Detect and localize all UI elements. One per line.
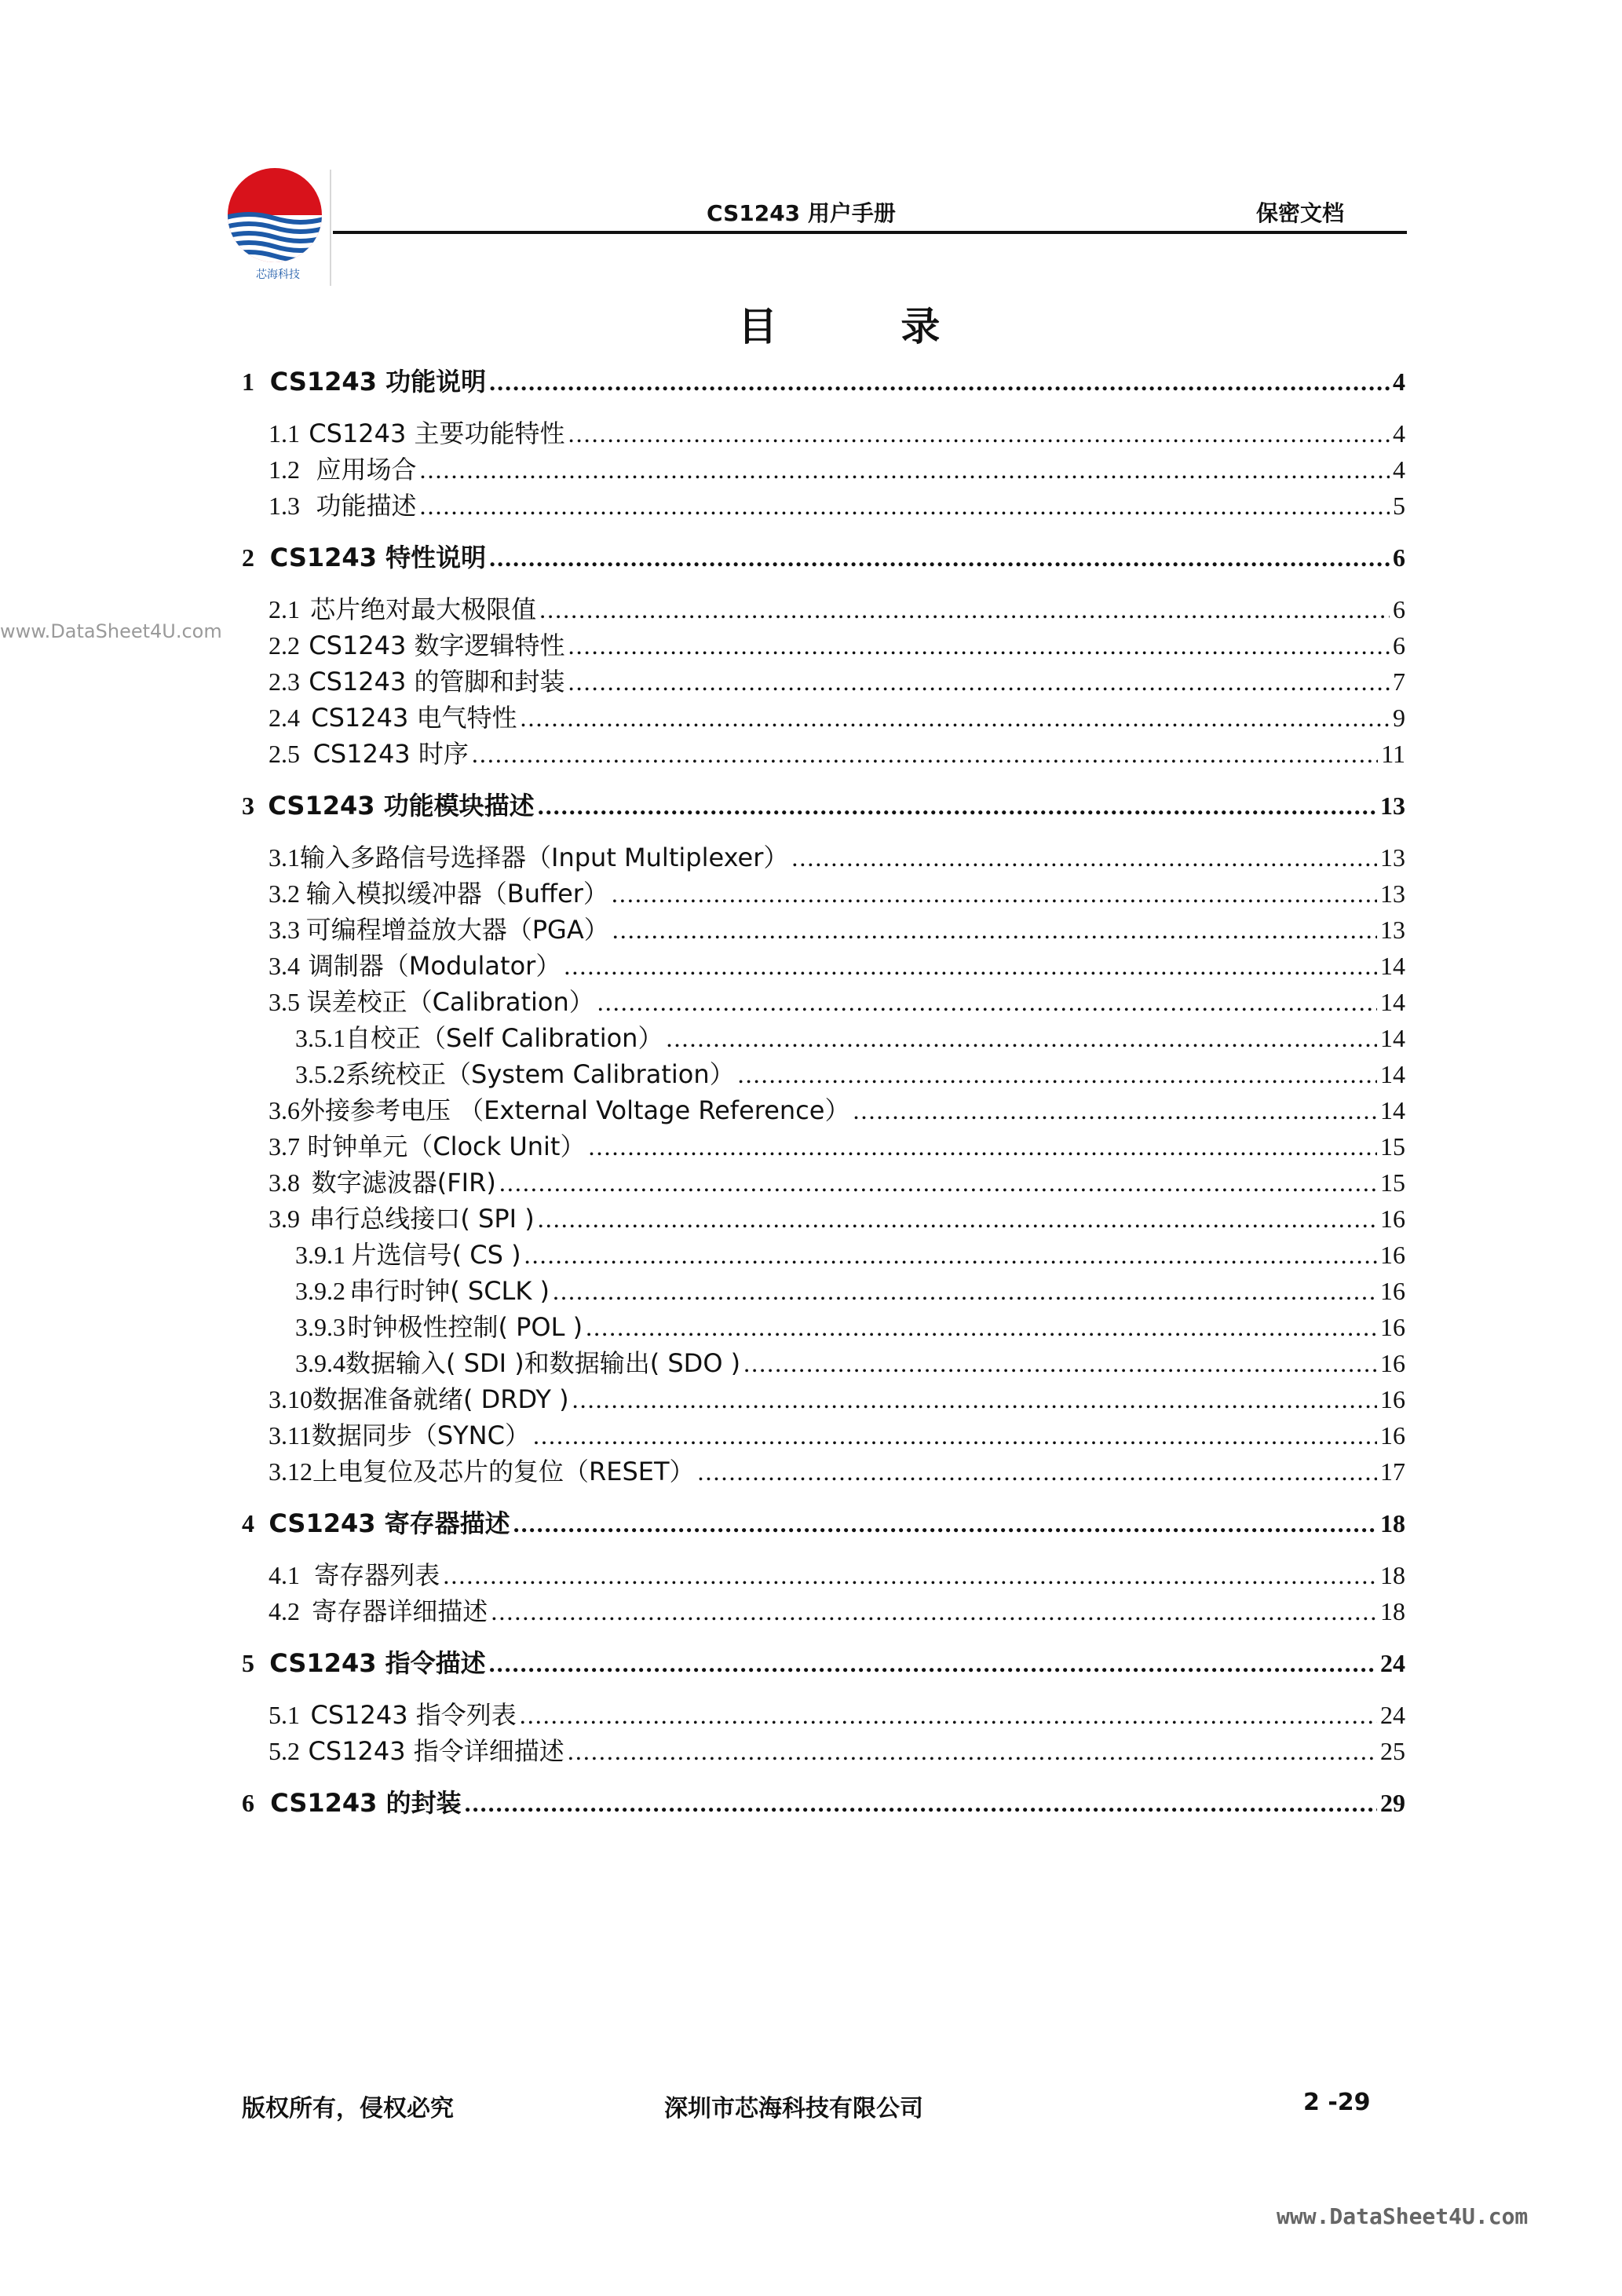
toc-leader-dots [533, 1420, 1377, 1451]
toc-entry-page: 16 [1380, 1385, 1405, 1413]
toc-entry-number: 2 [242, 543, 254, 572]
toc-entry-page: 13 [1380, 792, 1405, 820]
toc-entry-number: 3.9.4 [295, 1349, 345, 1377]
toc-entry-title: CS1243 的封装 [270, 1788, 462, 1818]
toc-entry[interactable] [242, 1647, 1405, 1679]
toc-entry-page: 6 [1393, 595, 1405, 623]
toc-entry-number: 3.9.3 [295, 1313, 345, 1341]
toc-entry-title: 调制器（Modulator） [308, 951, 561, 981]
toc-entry-page: 13 [1380, 879, 1405, 908]
toc-entry-title: 寄存器详细描述 [312, 1596, 488, 1626]
toc-entry-number: 3.2 [269, 879, 300, 908]
toc-entry-number: 3.11 [269, 1421, 312, 1450]
toc-entry-title: 功能描述 [316, 491, 417, 521]
toc-leader-dots [465, 1787, 1377, 1819]
toc-entry-number: 3.6 [269, 1096, 300, 1124]
toc-entry-page: 16 [1380, 1313, 1405, 1341]
toc-entry-number: 3.4 [269, 952, 300, 980]
toc-entry-title: 输入多路信号选择器（Input Multiplexer） [300, 843, 789, 872]
toc-entry-page: 14 [1380, 1096, 1405, 1124]
header-rule [333, 231, 1407, 234]
toc-entry-title: CS1243 指令描述 [269, 1648, 486, 1678]
toc-entry-number: 2.2 [269, 631, 300, 660]
toc-entry-title: 可编程增益放大器（PGA） [305, 915, 609, 945]
toc-entry-page: 17 [1380, 1457, 1405, 1486]
toc-entry-page: 15 [1380, 1132, 1405, 1161]
toc-entry[interactable] [269, 1559, 1405, 1591]
toc-entry[interactable] [242, 1787, 1405, 1819]
toc-entry[interactable] [269, 1095, 1405, 1126]
toc-entry-page: 13 [1380, 916, 1405, 944]
toc-entry[interactable] [269, 738, 1405, 770]
toc-entry-title: 数字滤波器(FIR) [311, 1168, 496, 1197]
toc-entry-title: CS1243 数字逻辑特性 [309, 631, 565, 660]
toc-entry-page: 4 [1393, 419, 1405, 448]
toc-leader-dots [538, 1203, 1377, 1234]
toc-entry-page: 4 [1393, 367, 1405, 396]
toc-leader-dots [698, 1456, 1377, 1487]
toc-entry-title: CS1243 功能模块描述 [268, 791, 535, 821]
toc-entry[interactable] [242, 1508, 1405, 1539]
toc-entry-number: 2.4 [269, 704, 300, 732]
toc-entry-page: 14 [1380, 1024, 1405, 1052]
toc-entry-title: CS1243 指令列表 [310, 1700, 517, 1730]
toc-entry-number: 3.1 [269, 843, 300, 872]
toc-entry-number: 3.9.2 [295, 1277, 345, 1305]
toc-entry-page: 24 [1380, 1649, 1405, 1677]
toc-entry[interactable] [269, 1596, 1405, 1627]
toc-entry-title: 串行时钟( SCLK ) [349, 1276, 550, 1306]
toc-entry-title: 系统校正（System Calibration） [345, 1059, 735, 1089]
toc-entry-title: 应用场合 [316, 455, 417, 484]
toc-entry[interactable] [269, 1203, 1405, 1234]
toc-leader-dots [568, 1735, 1377, 1767]
classification-label: 保密文档 [1256, 200, 1345, 226]
toc-entry[interactable] [269, 950, 1405, 982]
toc-entry-number: 3.5 [269, 988, 300, 1016]
toc-entry[interactable] [242, 790, 1405, 821]
toc-leader-dots [588, 1131, 1377, 1162]
logo-text: 芯海科技 [256, 269, 300, 281]
company-logo [223, 166, 333, 284]
toc-entry-number: 3.3 [269, 916, 300, 944]
toc-entry-page: 9 [1393, 704, 1405, 732]
footer-copyright: 版权所有，侵权必究 [242, 2095, 454, 2122]
toc-entry-page: 16 [1380, 1421, 1405, 1450]
toc-leader-dots [489, 542, 1390, 573]
toc-leader-dots [597, 986, 1377, 1018]
toc-entry[interactable] [269, 1131, 1405, 1162]
toc-entry[interactable] [242, 542, 1405, 573]
toc-leader-dots [666, 1022, 1377, 1054]
toc-entry-title: CS1243 电气特性 [311, 703, 517, 733]
toc-entry[interactable] [269, 1699, 1405, 1731]
toc-leader-dots [499, 1167, 1377, 1198]
toc-entry-number: 3.10 [269, 1385, 312, 1413]
toc-entry-page: 24 [1380, 1701, 1405, 1729]
toc-entry-page: 14 [1380, 1060, 1405, 1088]
toc-leader-dots [538, 790, 1377, 821]
toc-entry[interactable] [269, 1735, 1405, 1767]
toc-entry-title: 寄存器列表 [314, 1560, 440, 1590]
toc-leader-dots [420, 454, 1390, 485]
toc-entry[interactable] [269, 418, 1405, 449]
toc-entry[interactable] [295, 1022, 1405, 1054]
toc-entry[interactable] [269, 490, 1405, 521]
toc-entry-number: 5.1 [269, 1701, 300, 1729]
toc-leader-dots [564, 950, 1377, 982]
toc-entry-title: 芯片绝对最大极限值 [310, 594, 537, 624]
toc-entry-number: 4.1 [269, 1561, 300, 1589]
toc-entry-page: 15 [1380, 1168, 1405, 1197]
toc-entry[interactable] [269, 1384, 1405, 1415]
toc-entry-page: 16 [1380, 1205, 1405, 1233]
toc-entry-number: 3.8 [269, 1168, 300, 1197]
toc-entry-page: 18 [1380, 1597, 1405, 1625]
toc-entry-number: 3.7 [269, 1132, 300, 1161]
toc-entry[interactable] [269, 842, 1405, 873]
toc-entry-page: 18 [1380, 1509, 1405, 1537]
toc-entry-title: 数据输入( SDI )和数据输出( SDO ) [345, 1348, 741, 1378]
toc-entry-number: 1.3 [269, 492, 300, 520]
toc-entry-page: 18 [1380, 1561, 1405, 1589]
toc-entry-title: 时钟极性控制( POL ) [347, 1312, 583, 1342]
toc-entry-page: 16 [1380, 1349, 1405, 1377]
toc-entry-title: CS1243 主要功能特性 [309, 419, 565, 448]
toc-entry-page: 16 [1380, 1277, 1405, 1305]
toc-entry[interactable] [269, 1167, 1405, 1198]
toc-entry[interactable] [295, 1239, 1405, 1270]
toc-entry-number: 4.2 [269, 1597, 300, 1625]
toc-entry[interactable] [269, 986, 1405, 1018]
toc-entry-title: 串行总线接口( SPI ) [309, 1204, 535, 1234]
toc-leader-dots [568, 666, 1390, 697]
toc-entry[interactable] [295, 1058, 1405, 1090]
toc-entry-page: 14 [1380, 952, 1405, 980]
toc-entry-page: 14 [1380, 988, 1405, 1016]
toc-leader-dots [521, 702, 1390, 733]
toc-entry[interactable] [269, 666, 1405, 697]
manual-title: CS1243 用户手册 [707, 200, 896, 226]
toc-leader-dots [520, 1699, 1377, 1731]
toc-entry-number: 1.2 [269, 455, 300, 484]
toc-entry-number: 4 [242, 1509, 254, 1537]
toc-entry-number: 2.3 [269, 667, 300, 696]
toc-entry[interactable] [295, 1275, 1405, 1307]
toc-entry-page: 5 [1393, 492, 1405, 520]
toc-entry[interactable] [242, 366, 1405, 397]
toc-entry-title: CS1243 的管脚和封装 [309, 667, 565, 696]
toc-leader-dots [472, 738, 1378, 770]
toc-leader-dots [443, 1559, 1377, 1591]
toc-leader-dots [572, 1384, 1377, 1415]
toc-entry-number: 6 [242, 1789, 254, 1817]
toc-entry-title: 时钟单元（Clock Unit） [307, 1132, 586, 1161]
toc-entry-number: 5 [242, 1649, 254, 1677]
toc-entry-number: 1 [242, 367, 254, 396]
toc-entry-page: 6 [1393, 631, 1405, 660]
toc-entry-title: CS1243 指令详细描述 [308, 1736, 564, 1766]
toc-entry[interactable] [269, 454, 1405, 485]
toc-leader-dots [513, 1508, 1377, 1539]
toc-entry-number: 1.1 [269, 419, 300, 448]
footer-page-number: 2 -29 [1303, 2089, 1371, 2116]
toc-entry[interactable] [269, 1456, 1405, 1487]
toc-leader-dots [853, 1095, 1377, 1126]
toc-entry-page: 4 [1393, 455, 1405, 484]
toc-entry-title: 数据准备就绪( DRDY ) [312, 1384, 569, 1414]
toc-entry-number: 3.5.2 [295, 1060, 345, 1088]
toc-leader-dots [612, 878, 1377, 909]
toc-entry-title: 数据同步（SYNC） [311, 1420, 530, 1450]
toc-entry-page: 25 [1380, 1737, 1405, 1765]
toc-entry-page: 13 [1380, 843, 1405, 872]
page-title: 目 录 [738, 304, 995, 349]
toc-leader-dots [743, 1347, 1377, 1379]
toc-leader-dots [738, 1058, 1377, 1090]
toc-entry[interactable] [295, 1347, 1405, 1379]
toc-leader-dots [612, 914, 1377, 945]
toc-leader-dots [553, 1275, 1377, 1307]
toc-entry[interactable] [295, 1311, 1405, 1343]
toc-leader-dots [491, 1596, 1377, 1627]
toc-entry-title: 自校正（Self Calibration） [345, 1023, 663, 1053]
toc-entry-title: 上电复位及芯片的复位（RESET） [312, 1457, 695, 1486]
toc-leader-dots [489, 1647, 1377, 1679]
toc-entry-page: 7 [1393, 667, 1405, 696]
toc-entry-number: 3.9 [269, 1205, 300, 1233]
toc-entry-page: 16 [1380, 1241, 1405, 1269]
toc-entry-number: 3.5.1 [295, 1024, 345, 1052]
toc-entry-title: CS1243 寄存器描述 [269, 1508, 510, 1538]
toc-leader-dots [420, 490, 1390, 521]
toc-entry[interactable] [269, 594, 1405, 625]
logo-divider [330, 170, 331, 286]
watermark-left: www.DataSheet4U.com [0, 620, 222, 642]
toc-entry[interactable] [269, 914, 1405, 945]
toc-entry-page: 6 [1393, 543, 1405, 572]
toc-entry-number: 3.12 [269, 1457, 312, 1486]
watermark-right: www.DataSheet4U.com [1277, 2203, 1529, 2229]
toc-leader-dots [586, 1311, 1377, 1343]
toc-entry[interactable] [269, 878, 1405, 909]
toc-entry-title: 输入模拟缓冲器（Buffer） [305, 879, 608, 909]
toc-entry-title: CS1243 特性说明 [269, 543, 487, 572]
toc-entry-page: 11 [1381, 740, 1405, 768]
toc-entry-number: 5.2 [269, 1737, 300, 1765]
toc-entry-number: 3.9.1 [295, 1241, 345, 1269]
toc-entry[interactable] [269, 702, 1405, 733]
toc-entry[interactable] [269, 1420, 1405, 1451]
toc-entry-page: 29 [1380, 1789, 1405, 1817]
toc-entry-title: 外接参考电压 （External Voltage Reference） [300, 1095, 850, 1125]
toc-entry-title: CS1243 时序 [312, 739, 469, 769]
toc-entry-number: 2.5 [269, 740, 300, 768]
toc-leader-dots [568, 630, 1390, 661]
toc-entry-title: 误差校正（Calibration） [306, 987, 594, 1017]
toc-leader-dots [524, 1239, 1377, 1270]
toc-leader-dots [489, 366, 1390, 397]
toc-entry-number: 2.1 [269, 595, 300, 623]
toc-entry-title: 片选信号( CS ) [351, 1240, 521, 1270]
footer-company: 深圳市芯海科技有限公司 [664, 2095, 923, 2122]
toc-entry-number: 3 [242, 792, 254, 820]
toc-leader-dots [568, 418, 1390, 449]
toc-leader-dots [539, 594, 1390, 625]
toc-leader-dots [791, 842, 1377, 873]
toc-entry-title: CS1243 功能说明 [269, 367, 487, 397]
toc-entry[interactable] [269, 630, 1405, 661]
